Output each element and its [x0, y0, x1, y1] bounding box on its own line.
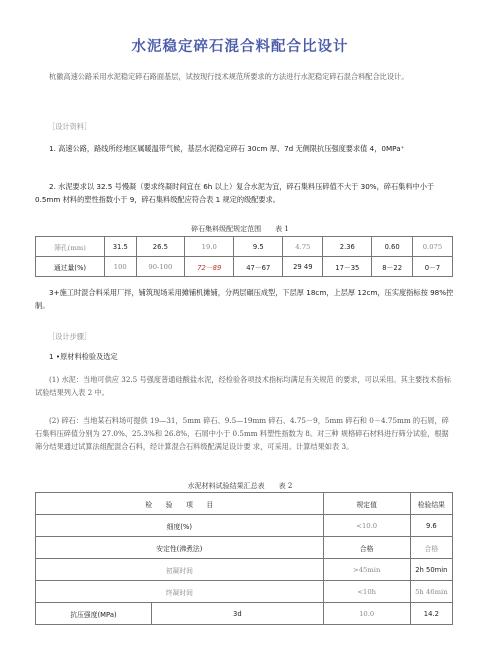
step-1a-paragraph: (1) 水泥：当地可供应 32.5 号强度普通硅酸盐水泥，经检验各项技术指标均满足有关规范 的要求，可以采用。其主要技术指标试验结果列入表 2 中。 [35, 375, 451, 397]
table-cell: 3d [152, 603, 324, 625]
table-cell: 100 [105, 257, 137, 277]
table-cell: 0.60 [372, 237, 413, 257]
table-cell: 9.5 [234, 237, 283, 257]
item-3-text: 3+施工时混合料采用厂拌，铺筑现场采用摊铺机摊铺，分两层碾压成型，下层厚 18cm，上层厚 12cm，压实度指标按 98%控制。 [35, 288, 454, 310]
section-design-steps: ［设计步骤］ [48, 332, 92, 341]
table-cell: <10.0 [323, 515, 410, 537]
table-cell: 终凝时间 [36, 581, 324, 603]
table2-caption: 水泥材料试验结果汇总表 表 2 [187, 482, 293, 490]
table-cell: 合格 [410, 537, 452, 559]
table-cell: 0－7 [412, 257, 452, 277]
table-cell: 2h 50min [410, 559, 452, 581]
table-cell: 通过量(%) [36, 257, 105, 277]
table-cell: 19.0 [185, 237, 234, 257]
item-3 [35, 286, 455, 312]
section-design-data: ［设计资料］ [48, 122, 92, 131]
table-row [36, 237, 453, 257]
table-row [36, 603, 453, 625]
table-cell: 检验结果 [410, 493, 452, 515]
table-cell: 5h 46min [410, 581, 452, 603]
table-cell: 2.36 [323, 237, 372, 257]
table-cell: 检 验 项 目 [36, 493, 324, 515]
item-1 [35, 142, 455, 155]
table-cell: 31.5 [105, 237, 137, 257]
table1-caption: 碎石集料级配规定范围 表 1 [191, 225, 289, 233]
table-cell: 筛孔(mm) [36, 237, 105, 257]
table-cell: 26.5 [136, 237, 185, 257]
table-cell: 安定性(沸煮法) [36, 537, 324, 559]
page-title: 水泥稳定碎石混合料配合比设计 [131, 39, 349, 55]
table-cell: 8－22 [372, 257, 413, 277]
table-cell: 29 49 [283, 257, 323, 277]
cement-test-table [35, 492, 453, 625]
table-cell: 规定值 [323, 493, 410, 515]
table-cell: 细度(%) [36, 515, 324, 537]
table-cell: 合格 [323, 537, 410, 559]
step-1-heading [35, 350, 455, 363]
table-cell: >45min [323, 559, 410, 581]
item-2 [35, 180, 455, 206]
table-cell: 10.0 [323, 603, 410, 625]
table-cell: 抗压强度(MPa) [36, 603, 152, 625]
table-cell: 47－67 [234, 257, 283, 277]
table-cell: 9.6 [410, 515, 452, 537]
table-cell: 14.2 [410, 603, 452, 625]
table-row [36, 537, 453, 559]
table-cell: 72－89 [185, 257, 234, 277]
step-1b-paragraph: (2) 碎石：当地某石料场可提供 19—31，5mm 碎石、9.5—19mm 碎石、4.75－9，5mm 碎石和 0－4.75mm 的石屑，碎石集料压碎值分别为 27.0%、25.3%和 26.8%，石屑中小于 0.5mm 料塑性指数为 8。对三种 规格碎石材料进行筛分试验，根据筛分结果通过试算法组配混合石料，经计算混合石料级配满足设计要 求，可采用。计算结果如表 3。 [35, 416, 449, 451]
table-cell: 17－35 [323, 257, 372, 277]
table-row [36, 493, 453, 515]
gradation-table [35, 236, 453, 277]
table-row [36, 581, 453, 603]
item-1-text: 1. 高速公路，路线所经地区属暖温带气候，基层水泥稳定碎石 30cm 厚、7d 无侧限抗压强度要求值 4，0MPa⁺ [49, 144, 405, 153]
table-cell: <10h [323, 581, 410, 603]
table-cell: 90-100 [136, 257, 185, 277]
step-1-text: 1 •原材料检验及选定 [49, 352, 118, 361]
table-row [36, 515, 453, 537]
table-row [36, 257, 453, 277]
table-cell: 初凝时间 [36, 559, 324, 581]
intro-paragraph: 杭徽高速公路采用水泥稳定碎石路面基层，试按现行技术规范所要求的方法进行水泥稳定碎石混合料配合比设计。 [49, 72, 409, 81]
table-cell: 4.75 [283, 237, 323, 257]
table-cell: 0.075 [412, 237, 452, 257]
table-row [36, 559, 453, 581]
item-2-text: 2. 水泥要求以 32.5 号慢凝（要求终凝时间宜在 6h 以上）复合水泥为宜，碎石集料压碎值不大于 30%，碎石集料中小于 0.5mm 材料的塑性指数小于 9，碎石集料级配应符合表 1 规定的级配要求。 [35, 182, 435, 204]
